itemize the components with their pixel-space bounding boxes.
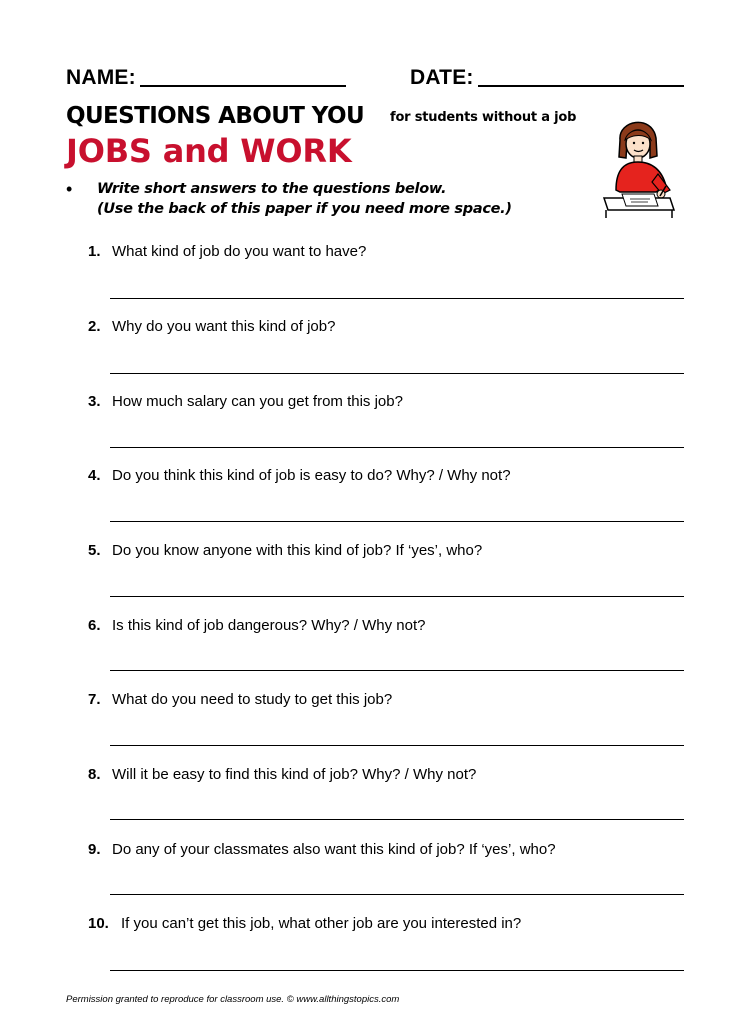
question-text: Do any of your classmates also want this kind of job? If ‘yes’, who?	[112, 841, 556, 858]
question-text: How much salary can you get from this job?	[112, 393, 403, 410]
answer-line[interactable]	[110, 596, 684, 597]
question-number: 1.	[88, 243, 101, 260]
question-number: 2.	[88, 318, 101, 335]
date-field[interactable]	[478, 85, 684, 87]
question-number: 8.	[88, 766, 101, 783]
answer-line[interactable]	[110, 521, 684, 522]
audience-note: for students without a job	[390, 110, 577, 125]
question-text: What do you need to study to get this job?	[112, 691, 393, 708]
question-number: 3.	[88, 393, 101, 410]
answer-line[interactable]	[110, 819, 684, 820]
question-number: 5.	[88, 542, 101, 559]
page-title: QUESTIONS ABOUT YOU	[66, 103, 365, 129]
question-text: What kind of job do you want to have?	[112, 243, 367, 260]
name-field[interactable]	[140, 85, 346, 87]
date-label: DATE:	[410, 66, 474, 89]
question-number: 7.	[88, 691, 101, 708]
question-text: Do you think this kind of job is easy to do? Why? / Why not?	[112, 467, 511, 484]
answer-line[interactable]	[110, 894, 684, 895]
question-text: Will it be easy to find this kind of job? Why? / Why not?	[112, 766, 477, 783]
page-subtitle: JOBS and WORK	[66, 132, 352, 170]
question-number: 10.	[88, 915, 109, 932]
question-text: Do you know anyone with this kind of job? If ‘yes’, who?	[112, 542, 483, 559]
instruction-line-1: Write short answers to the questions below.	[97, 181, 447, 197]
footer-permission: Permission granted to reproduce for classroom use. © www.allthingstopics.com	[66, 994, 400, 1005]
answer-line[interactable]	[110, 745, 684, 746]
question-text: If you can’t get this job, what other job are you interested in?	[121, 915, 522, 932]
instruction-bullet: •	[66, 179, 73, 199]
answer-line[interactable]	[110, 670, 684, 671]
question-text: Why do you want this kind of job?	[112, 318, 336, 335]
question-number: 6.	[88, 617, 101, 634]
question-text: Is this kind of job dangerous? Why? / Why not?	[112, 617, 426, 634]
question-number: 4.	[88, 467, 101, 484]
question-number: 9.	[88, 841, 101, 858]
answer-line[interactable]	[110, 970, 684, 971]
name-label: NAME:	[66, 66, 136, 89]
answer-line[interactable]	[110, 447, 684, 448]
instruction-line-2: (Use the back of this paper if you need more space.)	[97, 201, 512, 217]
student-writing-icon	[600, 112, 676, 222]
answer-line[interactable]	[110, 373, 684, 374]
answer-line[interactable]	[110, 298, 684, 299]
